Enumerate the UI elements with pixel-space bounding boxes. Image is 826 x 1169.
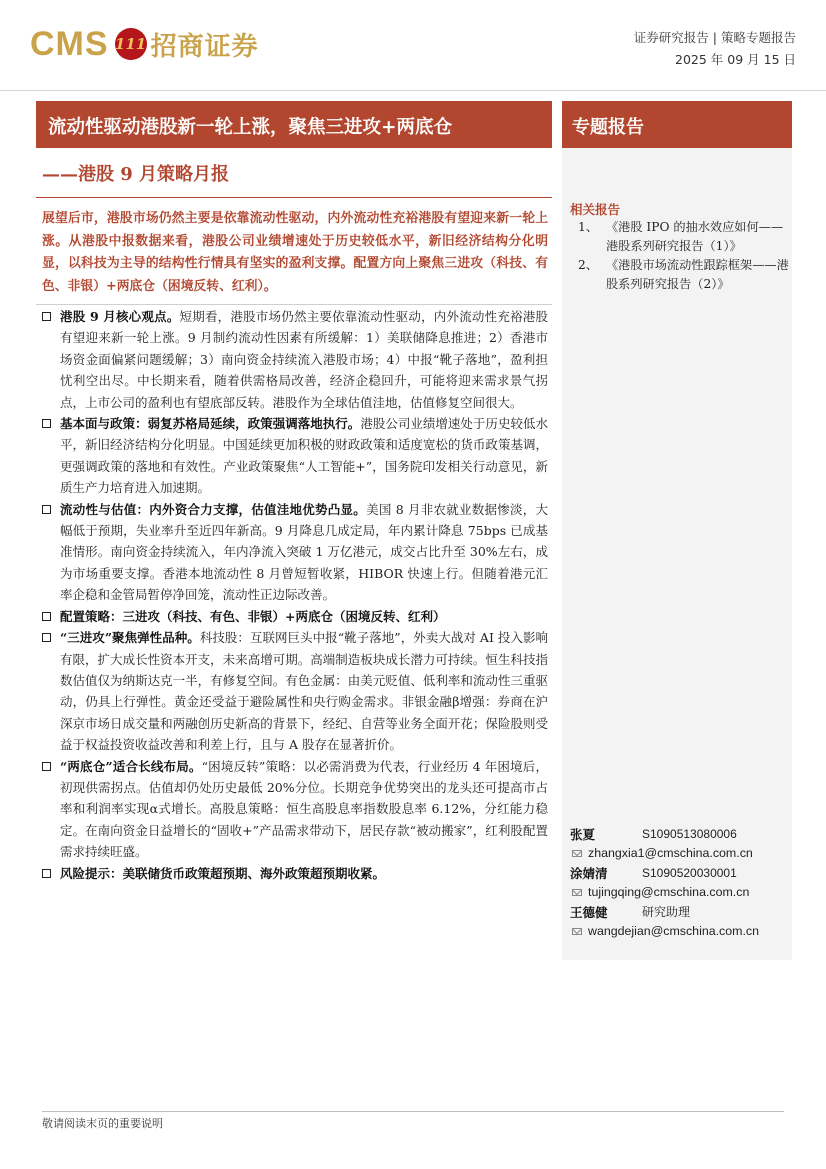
analyst-row	[570, 824, 792, 844]
cms-logo	[30, 22, 259, 66]
title-divider	[36, 197, 552, 198]
paragraph-text: 科技股：互联网巨头中报“靴子落地”，外卖大战对 AI 投入影响有限，扩大成长性资本开支，未来高增可期。高端制造板块成长潜力可持续。恒生科技指数估值仅为纳斯达克一半，有修复空间。有色金属：由美元贬值、低利率和流动性三重驱动，仍具上行弹性。黄金还受益于避险属性和央行购金需求。非银金融β增强：券商在沪深京市场日成交量和两融创历史新高的背景下，经纪、自营等业务全面开花；保险股则受益于权益投资收益改善和利差上行，且与 A 股存在显著折价。	[60, 630, 548, 753]
related-reports-list	[578, 218, 792, 294]
related-report-number: 1、	[578, 220, 598, 234]
analyst-license: S1090520030001	[642, 865, 737, 880]
related-report-link[interactable]: 《港股市场流动性跟踪框架——港股系列研究报告（2）》	[606, 258, 789, 291]
paragraph-text: 美国 8 月非农就业数据惨淡，大幅低于预期，失业率升至近四年新高。9 月降息几成定局，年内累计降息 75bps 已成基准情形。南向资金持续流入，年内净流入突破 1 万亿港元，成交占比升至 30%左右，成为市场重要支撑。香港本地流动性 8 月曾短暂收紧，HIBOR 快速上行。但随着港元汇率企稳和金管局暂停净回笼，流动性正边际改善。	[60, 501, 548, 603]
page-title: 流动性驱动港股新一轮上涨，聚焦三进攻+两底仓	[48, 117, 453, 138]
bullet-square-icon	[42, 762, 51, 771]
analyst-name: 涂婧清	[570, 865, 608, 881]
analyst-role: 研究助理	[642, 905, 691, 920]
logo-cms-text: CMS	[30, 24, 109, 63]
header-divider	[0, 90, 826, 91]
analyst-email-row	[570, 883, 792, 903]
mail-icon	[572, 928, 582, 935]
bullet-paragraph	[42, 863, 548, 884]
bullet-paragraph	[42, 499, 548, 606]
bullet-square-icon	[42, 312, 51, 321]
footer-note: 敬请阅读末页的重要说明	[42, 1117, 163, 1130]
sidebar-band	[562, 101, 792, 148]
paragraph-heading: 风险提示：美联储货币政策超预期、海外政策超预期收紧。	[60, 865, 386, 881]
related-reports-title: 相关报告	[570, 202, 621, 217]
paragraph-heading: 流动性与估值：内外资合力支撑，估值洼地优势凸显。	[60, 501, 367, 517]
logo-cn-text: 招商证券	[150, 31, 259, 62]
paragraph-text: “困境反转”策略：以必需消费为代表，行业经历 4 年困境后，初现供需拐点。估值却仍处历史最低 20%分位。长期竞争优势突出的龙头还可提高市占率和利润率实现α式增长。高股息策略：恒生高股息率指数股息率 6.12%，分红能力稳定。在南向资金日益增长的“固收+”产品需求带动下，居民存款“被动搬家”，红利股配置需求持续旺盛。	[60, 758, 548, 860]
related-report-item[interactable]	[578, 218, 792, 256]
bullet-paragraph	[42, 413, 548, 499]
bullet-square-icon	[42, 633, 51, 642]
mail-icon	[572, 850, 582, 857]
page-header	[0, 0, 826, 92]
analyst-email-row	[570, 922, 792, 942]
paragraph-text: 港股公司业绩增速处于历史较低水平，新旧经济结构分化明显。中国延续更加积极的财政政策和适度宽松的货币政策基调，更强调政策的落地和有效性。产业政策聚焦“人工智能+”，国务院印发相关行动意见，新质生产力培育进入加速期。	[60, 416, 548, 496]
logo-mark-icon: 111	[115, 28, 147, 60]
header-separator: |	[712, 30, 717, 45]
analyst-license: S1090513080006	[642, 826, 737, 841]
abstract: 展望后市，港股市场仍然主要是依靠流动性驱动，内外流动性充裕港股有望迎来新一轮上涨。从港股中报数据来看，港股公司业绩增速处于历史较低水平，新旧经济结构分化明显，以科技为主导的结构性行情具有坚实的盈利支撑。配置方向上聚焦三进攻（科技、有色、非银）+两底仓（困境反转、红利）。	[42, 211, 548, 294]
bullet-square-icon	[42, 869, 51, 878]
bullet-paragraph	[42, 306, 548, 413]
sidebar-band-title: 专题报告	[572, 117, 644, 138]
related-report-item[interactable]	[578, 256, 792, 294]
paragraph-heading: 基本面与政策：弱复苏格局延续，政策强调落地执行。	[60, 416, 361, 432]
analyst-name: 张夏	[570, 826, 596, 842]
bullet-square-icon	[42, 419, 51, 428]
paragraph-text: 短期看，港股市场仍然主要依靠流动性驱动，内外流动性充裕港股有望迎来新一轮上涨。9 月制约流动性因素有所缓解：1）美联储降息推进；2）香港市场资金面偏紧问题缓解；3）南向资金持续流入港股市场；4）中报“靴子落地”，盈利担忧利空出尽。中长期来看，随着供需格局改善，经济企稳回升，可能将迎来需求景气拐点，上市公司的盈利也有望底部反转。港股作为全球估值洼地，估值修复空间很大。	[60, 309, 548, 410]
analyst-list	[570, 824, 792, 941]
bullet-square-icon	[42, 505, 51, 514]
related-report-link[interactable]: 《港股 IPO 的抽水效应如何——港股系列研究报告（1）》	[606, 220, 784, 253]
analyst-email[interactable]: wangdejian@cmschina.com.cn	[588, 924, 759, 939]
paragraph-heading: “三进攻”聚焦弹性品种。	[60, 630, 200, 646]
report-meta	[634, 27, 796, 71]
analyst-name: 王德健	[570, 904, 608, 920]
report-type: 证券研究报告	[633, 30, 709, 45]
paragraph-heading: “两底仓”适合长线布局。	[60, 758, 202, 774]
analyst-email[interactable]: zhangxia1@cmschina.com.cn	[588, 846, 753, 861]
analyst-email-row	[570, 844, 792, 864]
bullet-square-icon	[42, 612, 51, 621]
title-band	[36, 101, 552, 148]
page-subtitle: ——港股 9 月策略月报	[42, 164, 230, 185]
analyst-row	[570, 863, 792, 883]
bullet-paragraph	[42, 606, 548, 627]
bullet-paragraph	[42, 627, 548, 755]
report-type-line	[634, 27, 796, 49]
report-body	[42, 306, 548, 884]
mail-icon	[572, 889, 582, 896]
footer-divider	[42, 1111, 784, 1112]
bullet-paragraph	[42, 756, 548, 863]
paragraph-heading: 港股 9 月核心观点。	[60, 309, 180, 324]
abstract-divider	[36, 304, 552, 305]
analyst-email[interactable]: tujingqing@cmschina.com.cn	[588, 885, 750, 900]
report-category: 策略专题报告	[720, 30, 796, 45]
related-report-number: 2、	[578, 258, 598, 272]
paragraph-heading: 配置策略：三进攻（科技、有色、非银）+两底仓（困境反转、红利）	[60, 608, 446, 624]
analyst-row	[570, 902, 792, 922]
report-date: 2025 年 09 月 15 日	[675, 52, 796, 67]
